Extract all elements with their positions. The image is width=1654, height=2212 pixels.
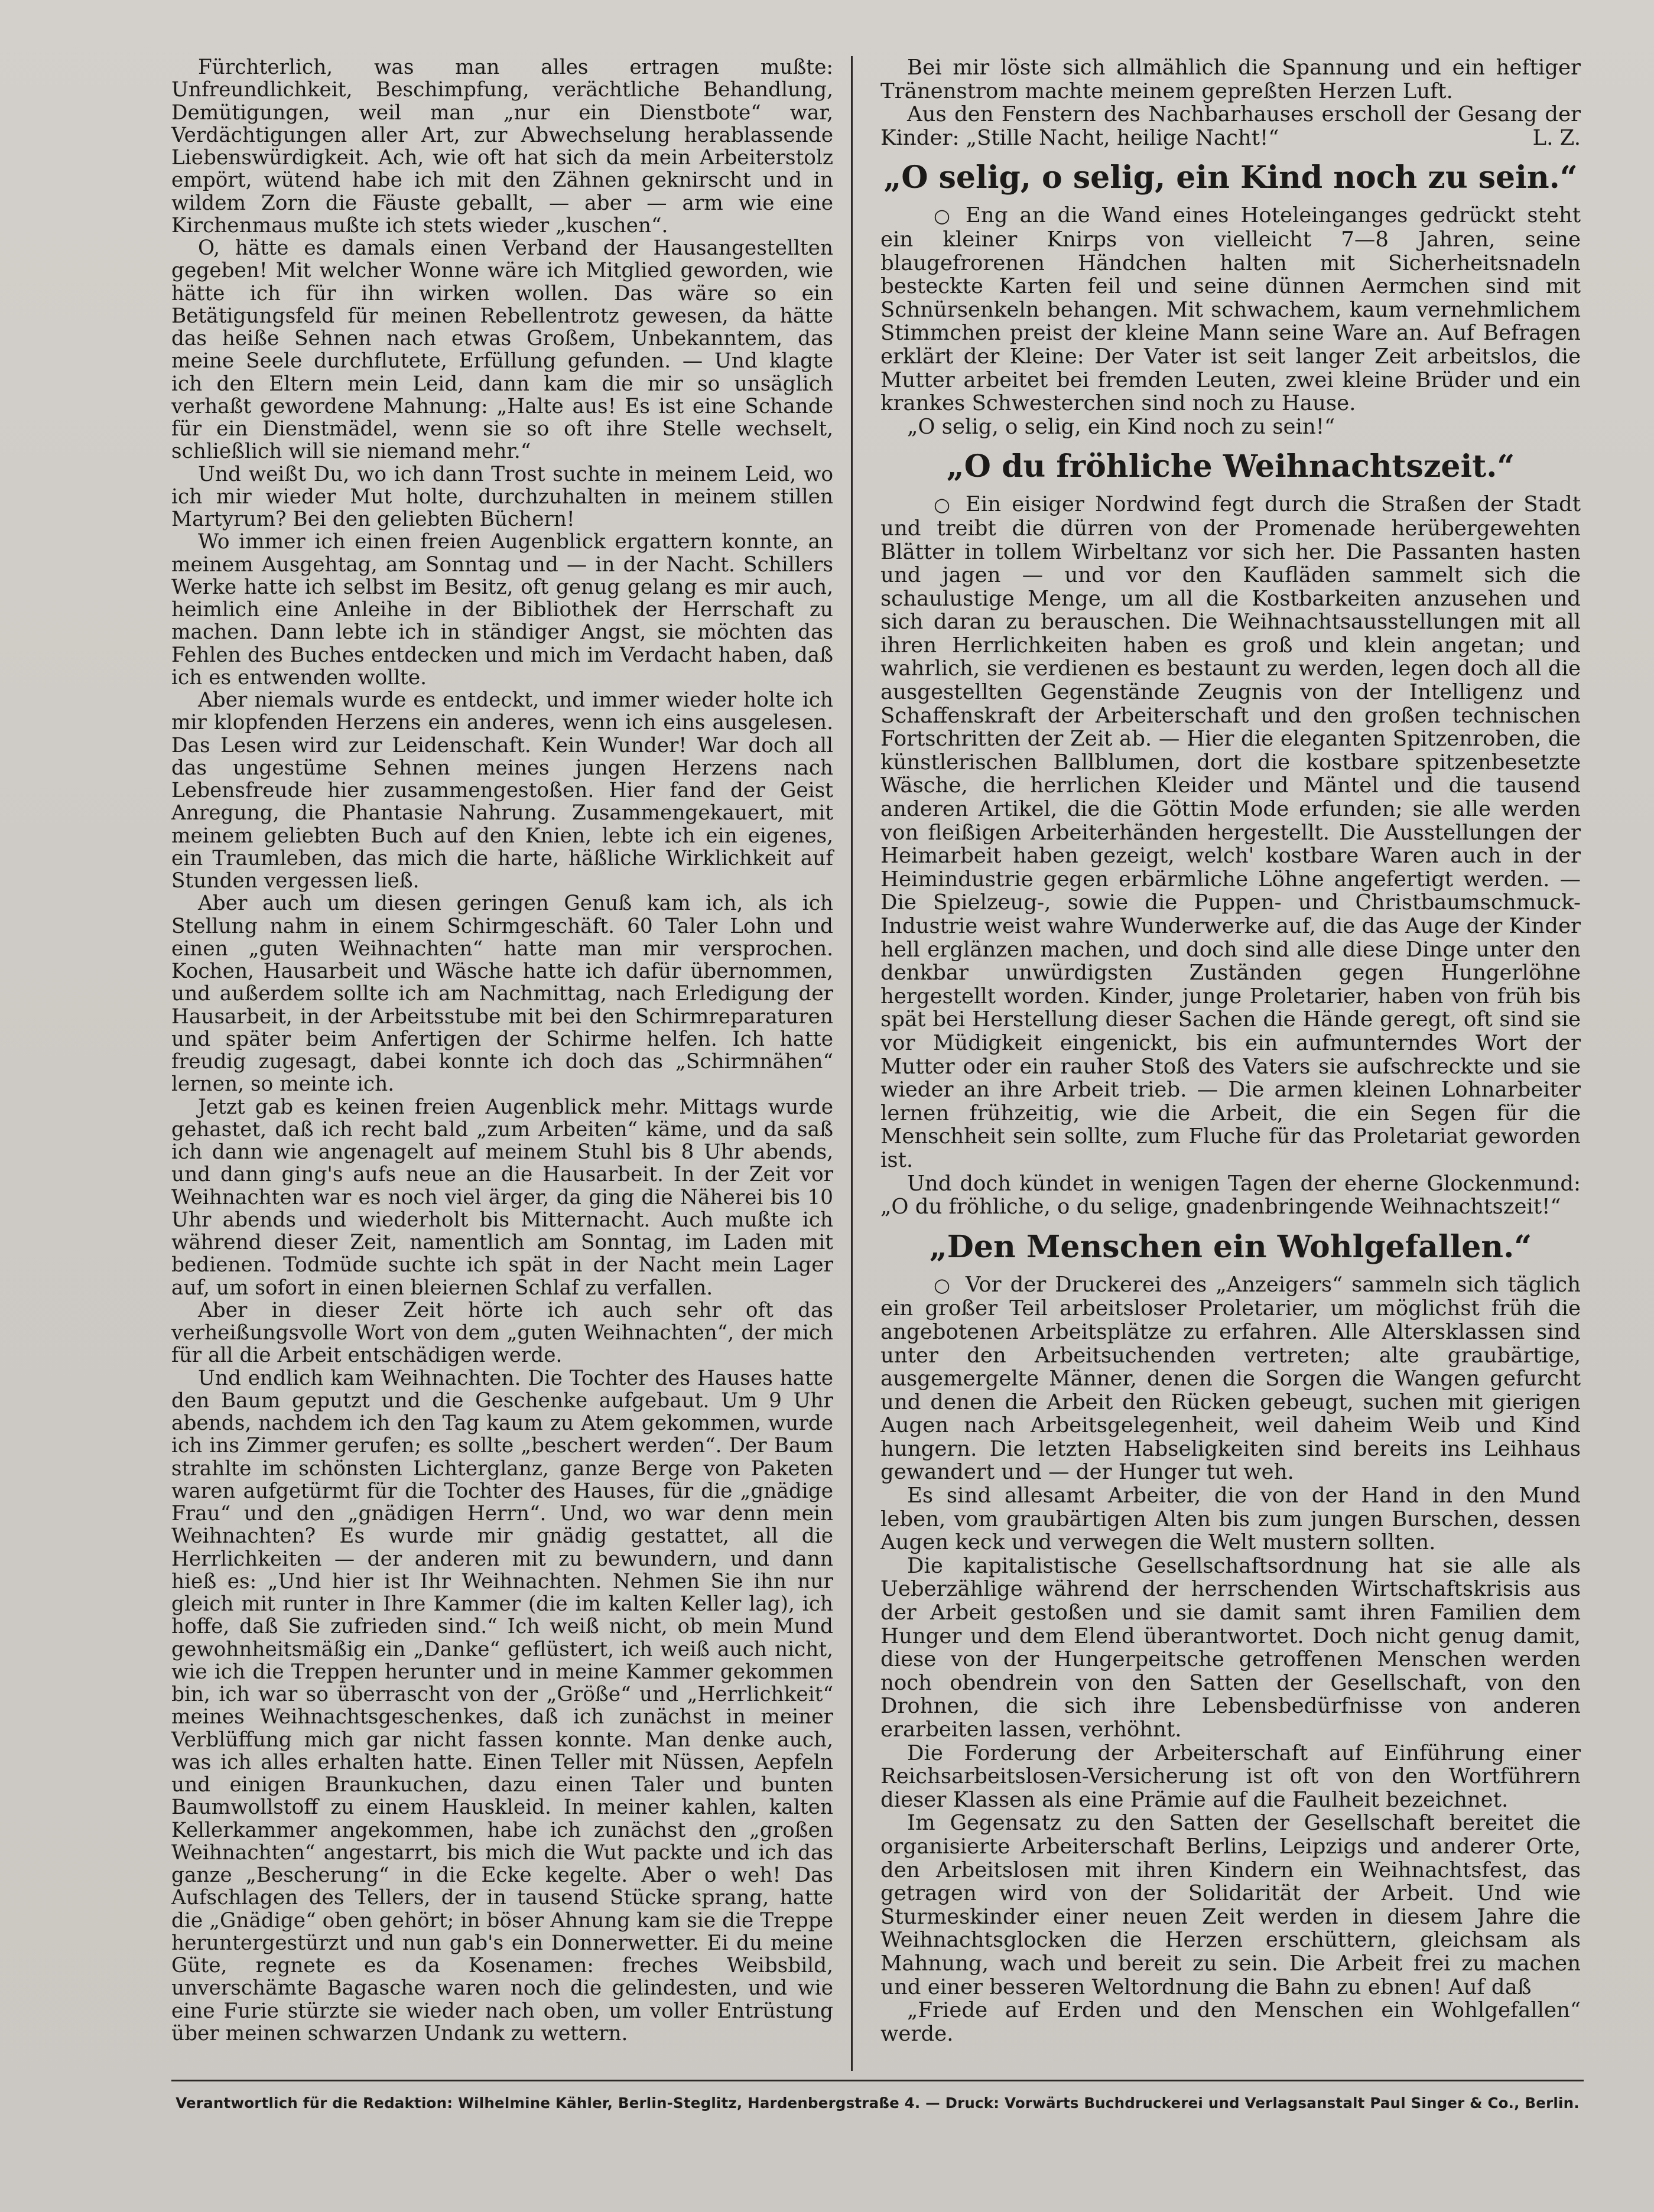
- paragraph: Bei mir löste sich allmählich die Spannung und ein heftiger Tränenstrom machte meinem gepreßten Herzen Luft.: [880, 56, 1581, 103]
- paragraph: O, hätte es damals einen Verband der Hausangestellten gegeben! Mit welcher Wonne wäre ich Mitglied geworden, wie hätte ich für ihn wirken wollen. Das wäre so ein Betätigungsfeld für meinen Rebellentrotz gewesen, da hätte das heiße Sehnen nach etwas Großem, Unbekanntem, das meine Seele durchflutete, Erfüllung gefunden. — Und klagte ich den Eltern mein Leid, dann kam die mir so unsäglich verhaßt gewordene Mahnung: „Halte aus! Es ist eine Schande für ein Dienstmädel, wenn sie so oft ihre Stelle wechselt, schließlich will sie niemand mehr.“: [171, 236, 833, 464]
- signature-paragraph: [880, 103, 1581, 149]
- paragraph: Und doch kündet in wenigen Tagen der eherne Glockenmund: „O du fröhliche, o du selige, gnadenbringende Weihnachtszeit!“: [880, 1171, 1581, 1219]
- footer-rule: [171, 2080, 1584, 2081]
- paragraph: Und weißt Du, wo ich dann Trost suchte in meinem Leid, wo ich mir wieder Mut holte, durchzuhalten in meinem stillen Martyrum? Bei den geliebten Büchern!: [171, 462, 833, 531]
- imprint-footer: Verantwortlich für die Redaktion: Wilhelmine Kähler, Berlin-Steglitz, Hardenbergstraße 4. — Druck: Vorwärts Buchdruckerei und Verlagsanstalt Paul Singer & Co., Berlin.: [176, 2094, 1580, 2112]
- paragraph: Fürchterlich, was man alles ertragen mußte: Unfreundlichkeit, Beschimpfung, verächtliche Behandlung, Demütigungen, weil man „nur ein Dienstbote“ war, Verdächtigungen aller Art, zur Abwechselung herablassende Liebenswürdigkeit. Ach, wie oft hat sich da mein Arbeiterstolz empört, wütend habe ich mit den Zähnen geknirscht und in wildem Zorn die Fäuste geballt, — aber — arm wie eine Kirchenmaus mußte ich stets wieder „kuschen“.: [171, 56, 833, 238]
- paragraph: Wo immer ich einen freien Augenblick ergattern konnte, an meinem Ausgehtag, am Sonntag und — in der Nacht. Schillers Werke hatte ich selbst im Besitz, oft genug gelang es mir auch, heimlich eine Anleihe in der Bibliothek der Herrschaft zu machen. Dann lebte ich in ständiger Angst, sie möchten das Fehlen des Buches entdecken und mich im Verdacht haben, daß ich es entwenden wollte.: [171, 530, 833, 689]
- paragraph-marker: ○: [934, 1273, 950, 1296]
- paragraph: Aber niemals wurde es entdeckt, und immer wieder holte ich mir klopfenden Herzens ein anderes, wenn ich eins ausgelesen. Das Lesen wird zur Leidenschaft. Kein Wunder! War doch all das ungestüme Sehnen meines jungen Herzens nach Lebensfreude hier zusammengestoßen. Hier fand der Geist Anregung, die Phantasie Nahrung. Zusammengekauert, mit meinem geliebten Buch auf den Knien, lebte ich ein eigenes, ein Traumleben, das mich die harte, häßliche Wirklichkeit auf Stunden vergessen ließ.: [171, 688, 833, 893]
- paragraph-text: Eng an die Wand eines Hoteleinganges gedrückt steht ein kleiner Knirps von vielleicht 7—8 Jahren, seine blaugefrorenen Händchen halten mit Sicherheitsnadeln besteckte Karten feil und seine dünnen Aermchen sind mit Schnürsenkeln behangen. Mit schwachem, kaum vernehmlichem Stimmchen preist der kleine Mann seine Ware an. Auf Befragen erklärt der Kleine: Der Vater ist seit langer Zeit arbeitslos, die Mutter arbeitet bei fremden Leuten, zwei kleine Brüder und ein krankes Schwesterchen sind noch zu Hause.: [880, 203, 1581, 416]
- author-signature: L. Z.: [1532, 125, 1581, 150]
- paragraph: „Friede auf Erden und den Menschen ein Wohlgefallen“ werde.: [880, 1998, 1581, 2046]
- paragraph: Im Gegensatz zu den Satten der Gesellschaft bereitet die organisierte Arbeiterschaft Berlins, Leipzigs und anderer Orte, den Arbeitslosen mit ihren Kindern ein Weihnachtsfest, das getragen wird von der Solidarität der Arbeit. Und wie Sturmeskinder einer neuen Zeit werden in diesem Jahre die Weihnachtsglocken die Herzen erschüttern, gleichsam als Mahnung, wach und bereit zu sein. Die Arbeit frei zu machen und einer besseren Weltordnung die Bahn zu ebnen! Auf daß: [880, 1811, 1581, 1999]
- paragraph: Die Forderung der Arbeiterschaft auf Einführung einer Reichsarbeitslosen-Versicherung ist oft von den Wortführern dieser Klassen als eine Prämie auf die Faulheit bezeichnet.: [880, 1741, 1581, 1812]
- paragraph-text: Ein eisiger Nordwind fegt durch die Straßen der Stadt und treibt die dürren von der Promenade herübergewehten Blätter in tollem Wirbeltanz vor sich her. Die Passanten hasten und jagen — und vor den Kaufläden sammelt sich die schaulustige Menge, um all die Kostbarkeiten anzusehen und sich daran zu berauschen. Die Weihnachtsausstellungen mit all ihren Herrlichkeiten haben es groß und klein angetan; und wahrlich, sie verdienen es bestaunt zu werden, legen doch all die ausgestellten Gegenstände Zeugnis von der Intelligenz und Schaffenskraft der Arbeiterschaft und den großen technischen Fortschritten der Zeit ab. — Hier die eleganten Spitzenroben, die künstlerischen Ballblumen, dort die kostbare spitzenbesetzte Wäsche, die herrlichen Kleider und Mäntel und die tausend anderen Artikel, die die Göttin Mode erfunden; sie alle werden von fleißigen Arbeiterhänden hergestellt. Die Ausstellungen der Heimarbeit haben gezeigt, welch' kostbare Waren auch in der Heimindustrie gegen erbärmliche Löhne angefertigt werden. — Die Spielzeug-, sowie die Puppen- und Christbaumschmuck-Industrie weist wahre Wunderwerke auf, die das Auge der Kinder hell erglänzen machen, und doch sind alle diese Dinge unter den denkbar unwürdigsten Zuständen gegen Hungerlöhne hergestellt worden. Kinder, junge Proletarier, haben von früh bis spät bei Herstellung dieser Sachen die Hände geregt, oft sind sie vor Müdigkeit eingenickt, bis ein aufmunterndes Wort der Mutter oder ein rauher Stoß des Vaters sie aufschreckte und sie wieder an ihre Arbeit trieb. — Die armen kleinen Lohnarbeiter lernen frühzeitig, wie die Arbeit, die ein Segen für die Menschheit sein sollte, zum Fluche für das Proletariat geworden ist.: [880, 492, 1581, 1172]
- paragraph-marker: ○: [934, 204, 950, 227]
- paragraph: Aber in dieser Zeit hörte ich auch sehr oft das verheißungsvolle Wort von dem „guten Weihnachten“, der mich für all die Arbeit entschädigen werde.: [171, 1298, 833, 1368]
- paragraph: Und endlich kam Weihnachten. Die Tochter des Hauses hatte den Baum geputzt und die Geschenke aufgebaut. Um 9 Uhr abends, nachdem ich den Tag kaum zu Atem gekommen, wurde ich ins Zimmer gerufen; es sollte „beschert werden“. Der Baum strahlte im schönsten Lichterglanz, ganze Berge von Paketen waren aufgetürmt für die Tochter des Hauses, für die „gnädige Frau“ und den „gnädigen Herrn“. Und, wo war denn mein Weihnachten? Es wurde mir gnädig gestattet, all die Herrlichkeiten — der anderen mit zu bewundern, und dann hieß es: „Und hier ist Ihr Weihnachten. Nehmen Sie ihn nur gleich mit runter in Ihre Kammer (die im kalten Keller lag), ich hoffe, daß Sie zufrieden sind.“ Ich weiß nicht, ob mein Mund gewohnheitsmäßig ein „Danke“ geflüstert, ich weiß auch nicht, wie ich die Treppen herunter und in meine Kammer gekommen bin, ich war so überrascht von der „Größe“ und „Herrlichkeit“ meines Weihnachtsgeschenkes, daß ich zunächst in meiner Verblüffung mich gar nicht fassen konnte. Man denke auch, was ich alles erhalten hatte. Einen Teller mit Nüssen, Aepfeln und einigen Braunkuchen, dazu einen Taler und bunten Baumwollstoff zu einem Hauskleid. In meiner kahlen, kalten Kellerkammer angekommen, habe ich zunächst den „großen Weihnachten“ angestarrt, bis mich die Wut packte und ich das ganze „Bescherung“ in die Ecke kegelte. Aber o weh! Das Aufschlagen des Tellers, der in tausend Stücke sprang, hatte die „Gnädige“ oben gehört; in böser Ahnung kam sie die Treppe heruntergestürzt und nun gab's ein Donnerwetter. Ei du meine Güte, regnete es da Kosenamen: freches Weibsbild, unverschämte Bagasche waren noch die gelindesten, und wie eine Furie stürzte sie wieder nach oben, um voller Entrüstung über meinen schwarzen Undank zu wettern.: [171, 1366, 833, 2045]
- section-heading: „Den Menschen ein Wohlgefallen.“: [929, 1228, 1532, 1265]
- paragraph: Aber auch um diesen geringen Genuß kam ich, als ich Stellung nahm in einem Schirmgeschäft. 60 Taler Lohn und einen „guten Weihnachten“ hatte man mir versprochen. Kochen, Hausarbeit und Wäsche hatte ich dafür übernommen, und außerdem sollte ich am Nachmittag, nach Erledigung der Hausarbeit, in der Arbeitsstube mit bei den Schirmreparaturen und später beim Anfertigen der Schirme helfen. Ich hatte freudig zugesagt, dabei konnte ich doch das „Schirmnähen“ lernen, so meinte ich.: [171, 892, 833, 1097]
- paragraph: Es sind allesamt Arbeiter, die von der Hand in den Mund leben, vom graubärtigen Alten bis zum jungen Burschen, dessen Augen keck und verwegen die Welt mustern sollten.: [880, 1484, 1581, 1555]
- paragraph-text: Aus den Fenstern des Nachbarhauses erscholl der Gesang der Kinder: „Stille Nacht, heilige Nacht!“: [880, 102, 1581, 150]
- section-heading: „O selig, o selig, ein Kind noch zu sein.“: [883, 160, 1578, 196]
- paragraph: [880, 493, 1581, 1172]
- left-column: [171, 56, 833, 2045]
- section-heading: „O du fröhliche Weihnachtszeit.“: [946, 448, 1515, 485]
- column-divider: [851, 56, 853, 2071]
- paragraph: [880, 1273, 1581, 1484]
- paragraph: [880, 204, 1581, 415]
- paragraph: Jetzt gab es keinen freien Augenblick mehr. Mittags wurde gehastet, daß ich recht bald „zum Arbeiten“ käme, und da saß ich dann wie angenagelt auf meinem Stuhl bis 8 Uhr abends, und dann ging's aufs neue an die Hausarbeit. In der Zeit vor Weihnachten war es noch viel ärger, da ging die Näherei bis 10 Uhr abends und wiederholt bis Mitternacht. Auch mußte ich während dieser Zeit, namentlich am Sonntag, im Laden mit bedienen. Todmüde suchte ich spät in der Nacht mein Lager auf, um sofort in einen bleiernen Schlaf zu verfallen.: [171, 1095, 833, 1300]
- paragraph-marker: ○: [934, 493, 950, 516]
- paragraph: „O selig, o selig, ein Kind noch zu sein!“: [907, 414, 1335, 439]
- right-column: [880, 56, 1581, 2045]
- paragraph-text: Vor der Druckerei des „Anzeigers“ sammeln sich täglich ein großer Teil arbeitsloser Proletarier, um möglichst früh die angebotenen Arbeitsplätze zu erfahren. Alle Altersklassen sind unter den Arbeitsuchenden vertreten; alte graubärtige, ausgemergelte Männer, denen die Sorgen die Wangen gefurcht und denen die Arbeit den Rücken gebeugt, suchen mit gierigen Augen nach Arbeitsgelegenheit, weil daheim Weib und Kind hungern. Die letzten Habseligkeiten sind bereits ins Leihhaus gewandert und — der Hunger tut weh.: [880, 1272, 1581, 1485]
- paragraph: Die kapitalistische Gesellschaftsordnung hat sie alle als Ueberzählige während der herrschenden Wirtschaftskrisis aus der Arbeit gestoßen und sie damit samt ihren Familien dem Hunger und dem Elend überantwortet. Doch nicht genug damit, diese von der Hungerpeitsche getroffenen Menschen werden noch obendrein von den Satten der Gesellschaft, von den Drohnen, die sich ihre Lebensbedürfnisse von anderen erarbeiten lassen, verhöhnt.: [880, 1553, 1581, 1742]
